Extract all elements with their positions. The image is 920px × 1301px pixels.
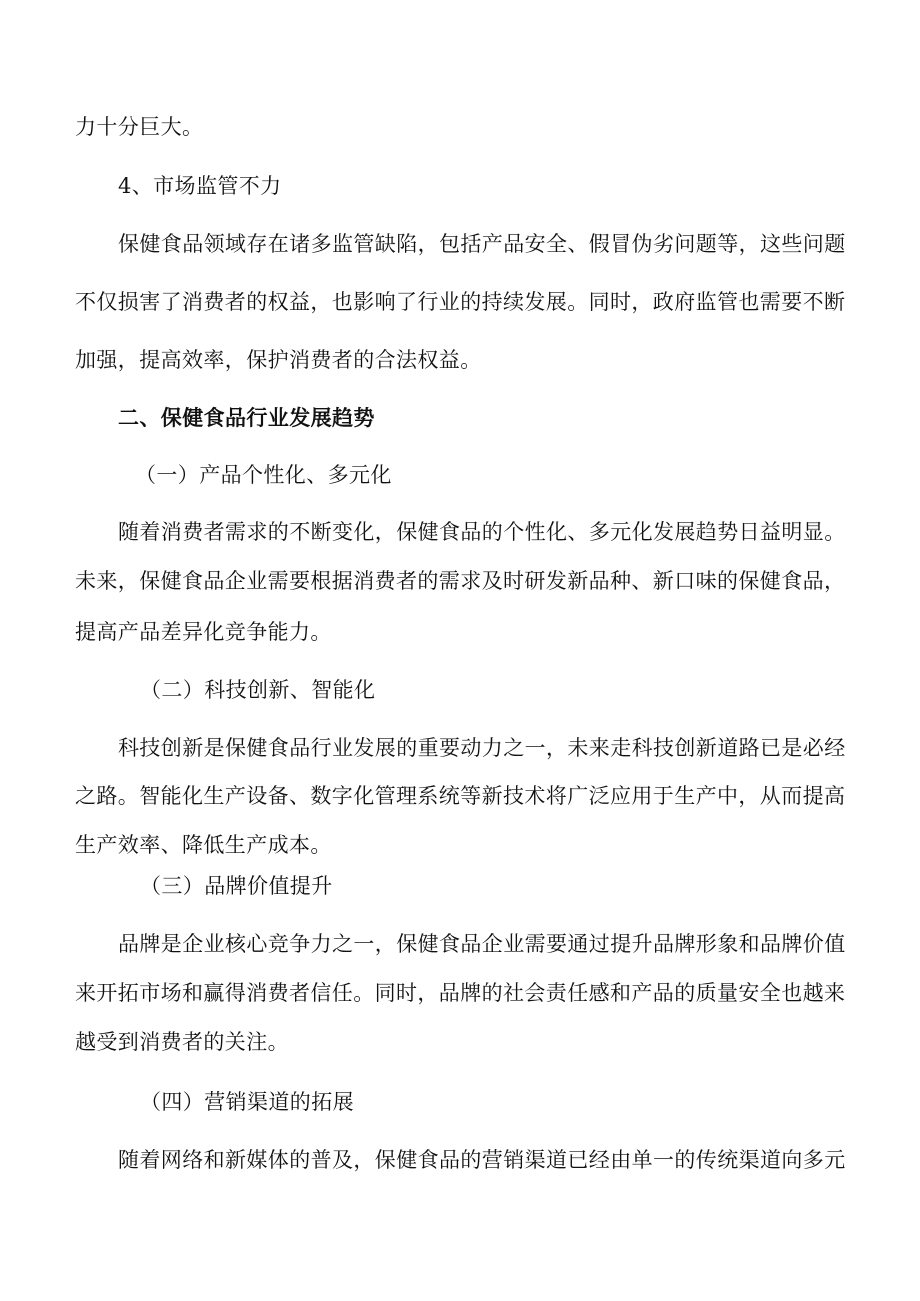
paragraph-line: 来开拓市场和赢得消费者信任。同时，品牌的社会责任感和产品的质量安全也越来 [75, 981, 846, 1005]
paragraph-line: 科技创新是保健食品行业发展的重要动力之一，未来走科技创新道路已是必经 [118, 736, 846, 760]
paragraph-line: 越受到消费者的关注。 [75, 1030, 289, 1054]
paragraph-line: 随着消费者需求的不断变化，保健食品的个性化、多元化发展趋势日益明显。 [118, 520, 846, 544]
subsection-title-2: （二）科技创新、智能化 [140, 678, 376, 702]
subsection-title-4: （四）营销渠道的拓展 [140, 1090, 354, 1114]
paragraph-line: 生产效率、降低生产成本。 [75, 833, 332, 857]
paragraph-tail: 力十分巨大。 [75, 115, 204, 139]
paragraph-line: 不仅损害了消费者的权益，也影响了行业的持续发展。同时，政府监管也需要不断 [75, 290, 846, 314]
paragraph-line: 未来，保健食品企业需要根据消费者的需求及时研发新品种、新口味的保健食品， [75, 569, 846, 593]
paragraph-line: 品牌是企业核心竞争力之一，保健食品企业需要通过提升品牌形象和品牌价值 [118, 932, 846, 956]
section-title: 二、保健食品行业发展趋势 [118, 405, 375, 430]
paragraph-line: 提高产品差异化竞争能力。 [75, 620, 332, 644]
paragraph-line: 保健食品领域存在诸多监管缺陷，包括产品安全、假冒伪劣问题等，这些问题 [118, 232, 846, 256]
paragraph-line: 加强，提高效率，保护消费者的合法权益。 [75, 348, 482, 372]
subheading-market-regulation: 4、市场监管不力 [118, 174, 282, 198]
subsection-title-3: （三）品牌价值提升 [140, 874, 333, 898]
paragraph-line: 之路。智能化生产设备、数字化管理系统等新技术将广泛应用于生产中，从而提高 [75, 784, 846, 808]
subsection-title-1: （一）产品个性化、多元化 [135, 463, 392, 487]
paragraph-line: 随着网络和新媒体的普及，保健食品的营销渠道已经由单一的传统渠道向多元 [118, 1148, 846, 1172]
